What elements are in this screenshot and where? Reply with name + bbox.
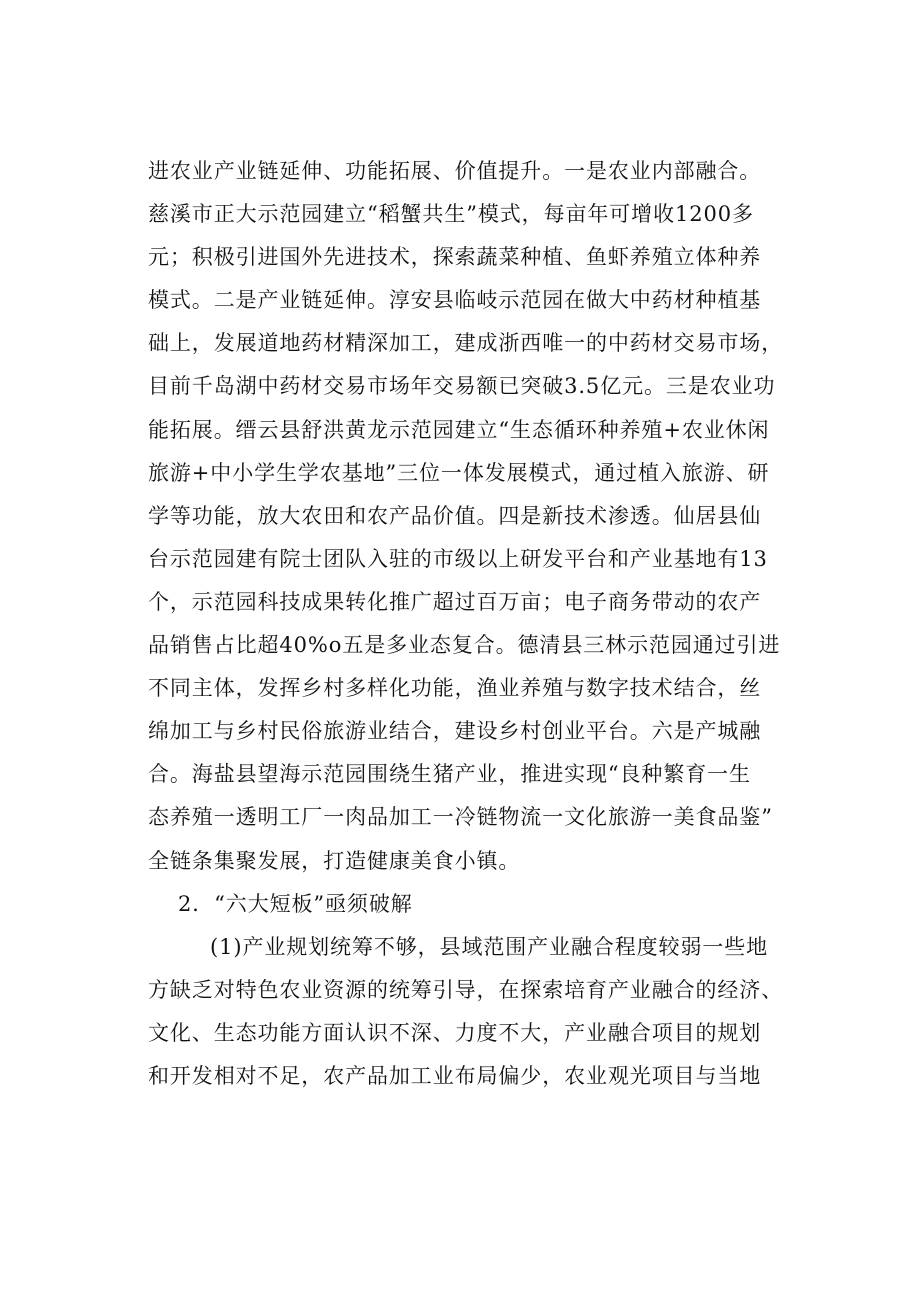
text-line: 绵加工与乡村民俗旅游业结合，建设乡村创业平台。六是产城融 <box>148 719 762 744</box>
text-line: 态养殖一透明工厂一肉品加工一冷链物流一文化旅游一美食品鉴” <box>148 805 773 830</box>
text-line: 目前千岛湖中药材交易市场年交易额已突破3.5亿元。三是农业功 <box>148 374 776 399</box>
text-line: 元；积极引进国外先进技术，探索蔬菜种植、鱼虾养殖立体种养 <box>148 245 762 270</box>
text-line: 和开发相对不足，农产品加工业布局偏少，农业观光项目与当地 <box>148 1063 762 1088</box>
text-line: 个，示范园科技成果转化推广超过百万亩；电子商务带动的农产 <box>148 589 762 614</box>
text-line: 文化、生态功能方面认识不深、力度不大，产业融合项目的规划 <box>148 1020 762 1045</box>
body-text <box>148 150 828 1098</box>
text-line: 模式。二是产业链延伸。淳安县临岐示范园在做大中药材种植基 <box>148 288 762 313</box>
text-line: 慈溪市正大示范园建立“稻蟹共生”模式，每亩年可增收1200多 <box>148 202 754 227</box>
text-line: 台示范园建有院士团队入驻的市级以上研发平台和产业基地有13 <box>148 546 768 571</box>
paragraph-first-line: (1)产业规划统筹不够，县域范围产业融合程度较弱一些地 <box>210 934 769 959</box>
text-line: 旅游+中小学生学农基地”三位一体发展模式，通过植入旅游、研 <box>148 460 770 485</box>
text-line: 合。海盐县望海示范园围绕生猪产业，推进实现“良种繁育一生 <box>148 762 751 787</box>
text-line: 方缺乏对特色农业资源的统筹引导，在探索培育产业融合的经济、 <box>148 977 784 1002</box>
text-line: 品销售占比超40%o五是多业态复合。德清县三林示范园通过引进 <box>148 633 781 658</box>
text-line: 能拓展。缙云县舒洪黄龙示范园建立“生态循环种养殖+农业休闲 <box>148 417 770 442</box>
text-line: 学等功能，放大农田和农产品价值。四是新技术渗透。仙居县仙 <box>148 503 762 528</box>
text-line: 全链条集聚发展，打造健康美食小镇。 <box>148 848 521 873</box>
text-line: 不同主体，发挥乡村多样化功能，渔业养殖与数字技术结合，丝 <box>148 676 762 701</box>
text-line: 础上，发展道地药材精深加工，建成浙西唯一的中药材交易市场， <box>148 331 784 356</box>
text-line: 进农业产业链延伸、功能拓展、价值提升。一是农业内部融合。 <box>148 159 762 183</box>
section-heading: 2．“六大短板”亟须破解 <box>178 891 413 916</box>
